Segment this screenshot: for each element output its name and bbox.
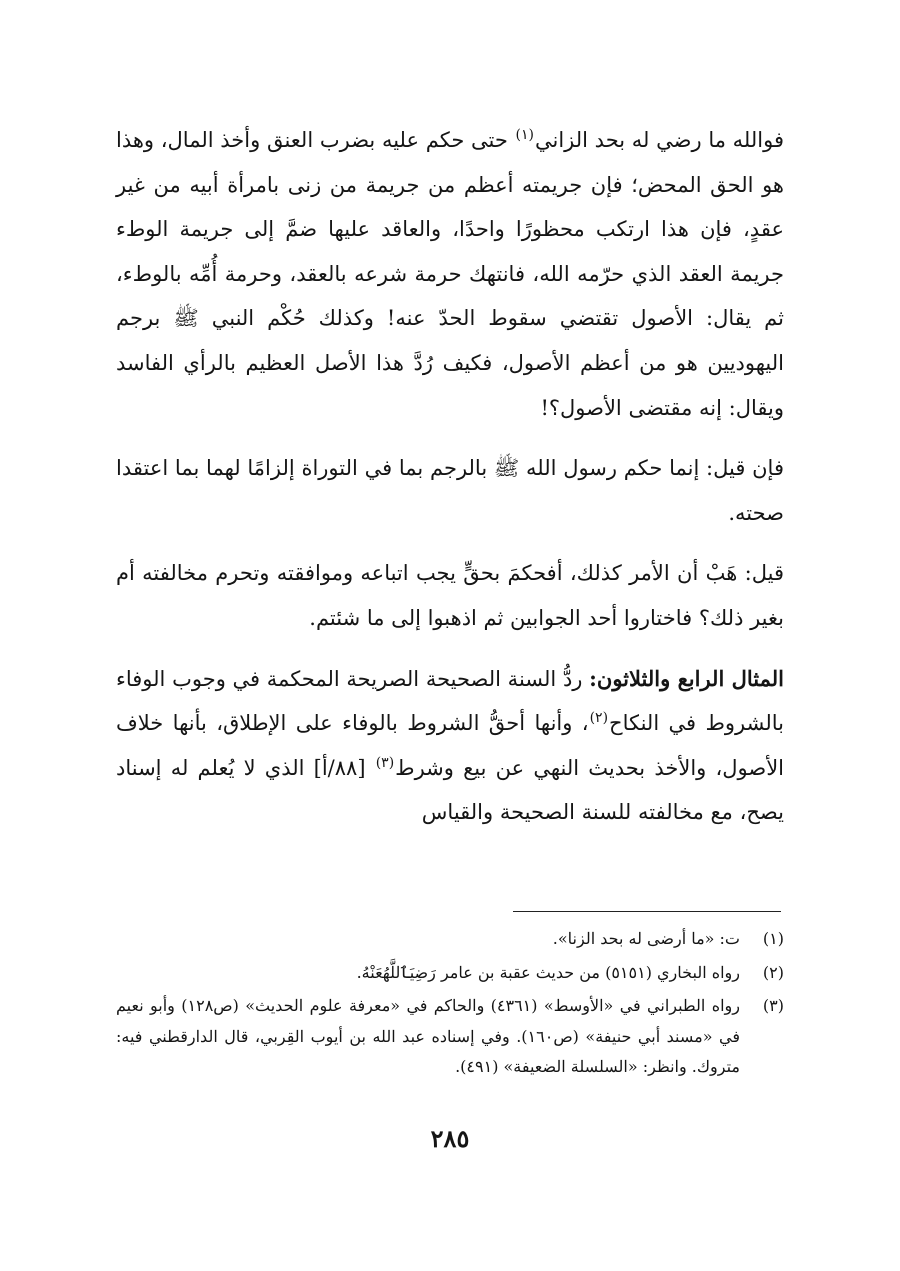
paragraph-4-part-c: [٨٨/أ] الذي لا يُعلم له إسناد يصح، مع مخالفته للسنة الصحيحة والقياس	[116, 755, 784, 825]
footnote-separator	[513, 911, 781, 912]
page-number: ٢٨٥	[430, 1124, 470, 1153]
main-text	[116, 118, 784, 835]
footnote-1-number: (١)	[762, 929, 784, 948]
paragraph-4-part-a: ردُّ السنة الصحيحة الصريحة المحكمة في وجوب الوفاء بالشروط في النكاح	[116, 666, 784, 736]
footnote-ref-1: (١)	[515, 127, 534, 143]
paragraph-2: فإن قيل: إنما حكم رسول الله ﷺ بالرجم بما في التوراة إلزامًا لهما بما اعتقدا صحته.	[116, 456, 784, 525]
footnote-2-text: رواه البخاري (٥١٥١) من حديث عقبة بن عامر رَضِيَٱللَّهُعَنْهُ.	[356, 962, 740, 982]
footnote-1-text: ت: «ما أرضى له بحد الزنا».	[552, 929, 740, 948]
footnote-1	[116, 924, 784, 955]
paragraph-4-part-b: ، وأنها أحقُّ الشروط بالوفاء على الإطلاق، بأنها خلاف الأصول، والأخذ بحديث النهي عن بيع وشرط	[116, 711, 784, 780]
section-heading: المثال الرابع والثلاثون:	[589, 665, 784, 691]
paragraph-3: قيل: هَبْ أن الأمر كذلك، أفحكمَ بحقٍّ يجب اتباعه وموافقته وتحرم مخالفته أم بغير ذلك؟ فاختاروا أحد الجوابين ثم اذهبوا إلى ما شئتم.	[116, 561, 784, 630]
footnote-3-number: (٣)	[762, 996, 784, 1015]
footnote-3-text: رواه الطبراني في «الأوسط» (٤٣٦١) والحاكم في «معرفة علوم الحديث» (ص١٢٨) وأبو نعيم في «مسند أبي حنيفة» (ص١٦٠). وفي إسناده عبد الله بن أيوب القِربي، قال الدارقطني فيه: متروك. وانظر: «السلسلة الضعيفة» (٤٩١).	[116, 996, 740, 1076]
footnote-ref-2: (٢)	[589, 710, 609, 727]
paragraph-1-part-b: حتى حكم عليه بضرب العنق وأخذ المال، وهذا هو الحق المحض؛ فإن جريمته أعظم من جريمة من زنى بامرأة أبيه من غير عقدٍ، فإن هذا ارتكب محظورًا واحدًا، والعاقد عليها ضمَّ إلى جريمة الوطء جريمة العقد الذي حرّمه الله، فانتهك حرمة شرعه بالعقد، وحرمة أُمِّه بالوطء، ثم يقال: الأصول تقتضي سقوط الحدّ عنه! وكذلك حُكْم النبي ﷺ برجم اليهوديين هو من أعظم الأصول، فكيف رُدَّ هذا الأصل العظيم بالرأي الفاسد ويقال: إنه مقتضى الأصول؟!	[116, 128, 784, 420]
footnote-2-number: (٢)	[762, 962, 784, 982]
paragraph-1	[116, 118, 784, 430]
footnote-ref-3: (٣)	[375, 754, 395, 771]
footnote-3	[116, 991, 784, 1083]
paragraph-4	[116, 657, 784, 835]
paragraph-1-part-a: فوالله ما رضي له بحد الزاني	[534, 128, 785, 152]
footnote-2	[116, 958, 784, 989]
footnotes	[116, 924, 784, 1086]
